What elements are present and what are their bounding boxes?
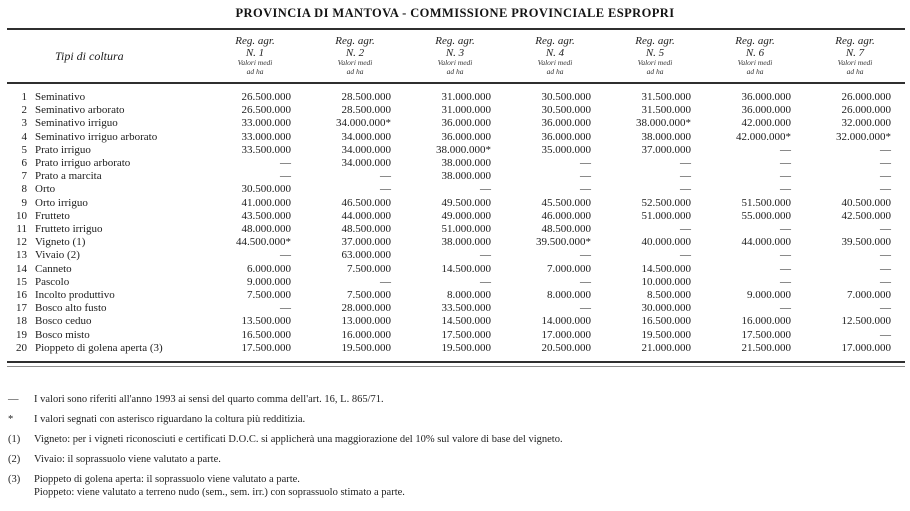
value-cell: — [280,249,291,262]
table-row [7,104,905,117]
footnote [8,473,910,499]
footnote [8,413,910,426]
value-cell: 17.500.000 [441,328,491,341]
value-cell: — [780,143,791,156]
row-number: 18 [16,315,27,328]
row-label: Frutteto irriguo [35,223,103,236]
value-cell: 9.000.000 [247,275,291,288]
region-label: Reg. agr. [335,35,375,47]
value-cell: 46.500.000 [341,196,391,209]
value-cell: 19.500.000 [441,341,491,354]
table-row [7,210,905,223]
row-label: Seminativo [35,91,86,103]
value-cell: — [880,170,891,183]
column-header-reg-agr-n4 [505,29,605,83]
row-number: 11 [16,223,27,236]
footnote-marker: (2) [8,454,21,466]
table-header-row [7,29,905,83]
values-subtitle: Valori medi [537,58,573,67]
table-row [7,117,905,130]
value-cell: 26.000.000 [841,104,891,117]
value-cell: 30.500.000 [541,104,591,117]
region-number: N. 7 [845,47,865,59]
row-number: 19 [16,328,27,341]
value-cell: 13.000.000 [341,315,391,328]
value-cell: 44.000.000 [341,209,391,222]
value-cell: 44.000.000 [741,236,791,249]
value-cell: 30.500.000 [541,91,591,103]
value-cell: 55.000.000 [741,209,791,222]
row-number: 17 [16,302,27,315]
value-cell: 16.000.000 [741,315,791,328]
value-cell: 45.500.000 [541,196,591,209]
value-cell: 38.000.000 [441,170,491,183]
value-cell: 28.500.000 [341,91,391,103]
value-cell: 26.000.000 [841,91,891,103]
row-label: Bosco ceduo [35,315,92,328]
value-cell: 48.500.000 [341,223,391,236]
value-cell: 37.000.000 [641,143,691,156]
values-subtitle: Valori medi [737,58,773,67]
value-cell: 34.000.000 [341,130,391,143]
value-cell: 17.000.000 [541,328,591,341]
values-subtitle: Valori medi [437,58,473,67]
row-number: 8 [21,183,27,196]
row-label: Prato a marcita [35,170,102,183]
table-row [7,315,905,328]
value-cell: — [480,275,491,288]
value-cell: — [780,275,791,288]
region-number: N. 6 [745,47,765,59]
value-cell: 44.500.000* [236,236,291,249]
table-row [7,131,905,144]
value-cell: — [880,249,891,262]
row-number: 5 [21,143,27,156]
table-row [7,289,905,302]
region-label: Reg. agr. [435,35,475,47]
value-cell: — [680,170,691,183]
values-subtitle: Valori medi [837,58,873,67]
footnote-marker: — [8,394,19,406]
row-number: 14 [16,262,27,275]
row-label: Vigneto (1) [35,236,86,249]
value-cell: — [580,157,591,170]
value-cell: 9.000.000 [747,289,791,302]
row-label: Prato irriguo [35,143,91,156]
value-cell: — [580,302,591,315]
table-row [7,83,905,104]
value-cell: 32.000.000 [841,117,891,130]
table-row [7,276,905,289]
value-cell: 17.000.000 [841,341,891,354]
value-cell: — [380,183,391,196]
region-number: N. 3 [445,47,465,59]
row-label: Canneto [35,262,72,275]
unit-subtitle: ad ha [446,66,464,76]
column-header-reg-agr-n7 [805,29,905,83]
value-cell: 21.500.000 [741,341,791,354]
value-cell: — [780,183,791,196]
value-cell: 30.000.000 [641,302,691,315]
row-number: 2 [21,104,27,117]
value-cell: 14.000.000 [541,315,591,328]
row-number: 20 [16,341,27,354]
page-title: PROVINCIA DI MANTOVA - COMMISSIONE PROVINCIALE ESPROPRI [235,6,675,20]
value-cell: 38.000.000* [636,117,691,130]
row-number: 6 [21,157,27,170]
row-label: Frutteto [35,209,70,222]
value-cell: — [480,183,491,196]
footnote-line: Pioppeto di golena aperta: il soprassuolo viene valutato a parte. [34,474,300,486]
footnote-text [34,413,910,426]
table-row [7,263,905,276]
value-cell: — [680,223,691,236]
value-cell: 26.500.000 [241,104,291,117]
value-cell: 31.000.000 [441,104,491,117]
value-cell: — [680,183,691,196]
value-cell: — [780,170,791,183]
value-cell: 31.500.000 [641,91,691,103]
value-cell: 42.500.000 [841,209,891,222]
unit-subtitle: ad ha [546,66,564,76]
table-row [7,170,905,183]
value-cell: 33.000.000 [241,130,291,143]
value-cell: 28.000.000 [341,302,391,315]
region-label: Reg. agr. [235,35,275,47]
value-cell: 30.500.000 [241,183,291,196]
value-cell: — [880,302,891,315]
table-row [7,302,905,315]
value-cell: 13.500.000 [241,315,291,328]
value-cell: 7.500.000 [247,289,291,302]
value-cell: — [680,157,691,170]
value-cell: — [880,262,891,275]
region-number: N. 4 [545,47,565,59]
column-header-reg-agr-n1 [205,29,305,83]
row-number: 10 [16,209,27,222]
row-number: 12 [16,236,27,249]
value-cell: 16.500.000 [241,328,291,341]
footnote-line: Pioppeto: viene valutato a terreno nudo (sem., sem. irr.) con soprassuolo stimato a parte. [34,487,405,499]
row-label: Pascolo [35,275,70,288]
value-cell: 51.000.000 [441,223,491,236]
value-cell: 36.000.000 [441,117,491,130]
value-cell: 31.500.000 [641,104,691,117]
value-cell: — [280,302,291,315]
table-row [7,249,905,262]
table-row [7,144,905,157]
value-cell: 6.000.000 [247,262,291,275]
value-cell: — [880,275,891,288]
value-cell: — [580,249,591,262]
value-cell: — [780,223,791,236]
unit-subtitle: ad ha [846,66,864,76]
row-number: 9 [21,196,27,209]
row-label: Incolto produttivo [35,289,115,302]
value-cell: — [780,302,791,315]
table-row [7,342,905,362]
row-label: Seminativo irriguo [35,117,118,130]
footnote-text [34,393,910,406]
value-cell: 42.000.000* [736,130,791,143]
footnote-line: I valori sono riferiti all'anno 1993 ai sensi del quarto comma dell'art. 16, L. 865/71. [34,394,384,406]
unit-subtitle: ad ha [746,66,764,76]
row-number: 4 [21,130,27,143]
value-cell: 36.000.000 [741,104,791,117]
row-label: Pioppeto di golena aperta (3) [35,341,163,354]
value-cell: 31.000.000 [441,91,491,103]
value-cell: — [480,249,491,262]
value-cell: — [680,249,691,262]
region-label: Reg. agr. [735,35,775,47]
row-label: Vivaio (2) [35,249,80,262]
value-cell: — [580,183,591,196]
table-row [7,157,905,170]
table-row [7,236,905,249]
row-number: 7 [21,170,27,183]
table-row [7,183,905,196]
value-cell: 8.000.000 [547,289,591,302]
row-label: Orto [35,183,56,196]
footnote [8,433,910,446]
column-header-reg-agr-n2 [305,29,405,83]
value-cell: 7.000.000 [547,262,591,275]
row-label: Prato irriguo arborato [35,157,131,170]
row-number: 13 [16,249,27,262]
footnote-text [34,453,910,466]
row-label: Seminativo arborato [35,104,125,117]
value-cell: 38.000.000* [436,143,491,156]
row-number: 3 [21,117,27,130]
column-header-reg-agr-n3 [405,29,505,83]
value-cell: 28.500.000 [341,104,391,117]
column-header-reg-agr-n5 [605,29,705,83]
unit-subtitle: ad ha [246,66,264,76]
value-cell: 46.000.000 [541,209,591,222]
value-cell: 34.000.000* [336,117,391,130]
value-cell: 32.000.000* [836,130,891,143]
value-cell: 8.500.000 [647,289,691,302]
value-cell: 43.500.000 [241,209,291,222]
value-cell: 37.000.000 [341,236,391,249]
value-cell: — [580,170,591,183]
value-cell: — [880,328,891,341]
table-row [7,197,905,210]
value-cell: 51.500.000 [741,196,791,209]
value-cell: — [880,223,891,236]
row-number: 16 [16,289,27,302]
row-number-header [7,29,27,83]
row-label: Bosco alto fusto [35,302,107,315]
value-cell: 48.500.000 [541,223,591,236]
value-cell: 8.000.000 [447,289,491,302]
unit-subtitle: ad ha [646,66,664,76]
footnote-marker: (3) [8,474,21,486]
value-cell: — [280,170,291,183]
value-cell: 34.000.000 [341,157,391,170]
footnote [8,393,910,406]
footnote-marker: * [8,414,14,426]
value-cell: 49.500.000 [441,196,491,209]
row-label: Orto irriguo [35,196,88,209]
espropri-values-table [7,28,905,363]
value-cell: 40.500.000 [841,196,891,209]
value-cell: 7.500.000 [347,262,391,275]
value-cell: — [580,275,591,288]
value-cell: — [380,275,391,288]
value-cell: 38.000.000 [441,236,491,249]
region-number: N. 2 [345,47,365,59]
values-subtitle: Valori medi [237,58,273,67]
values-subtitle: Valori medi [337,58,373,67]
value-cell: — [780,157,791,170]
value-cell: 7.500.000 [347,289,391,302]
footnote [8,453,910,466]
table-body [7,83,905,362]
value-cell: 12.500.000 [841,315,891,328]
row-number: 15 [16,275,27,288]
table-row [7,223,905,236]
value-cell: 63.000.000 [341,249,391,262]
column-header-tipi-di-coltura: Tipi di coltura [55,48,124,63]
value-cell: 21.000.000 [641,341,691,354]
value-cell: — [780,249,791,262]
value-cell: 36.000.000 [541,130,591,143]
values-subtitle: Valori medi [637,58,673,67]
value-cell: 10.000.000 [641,275,691,288]
value-cell: — [380,170,391,183]
table-bottom-double-rule [7,364,905,367]
value-cell: 20.500.000 [541,341,591,354]
value-cell: 38.000.000 [641,130,691,143]
row-label: Bosco misto [35,328,90,341]
footnote-line: Vigneto: per i vigneti riconosciuti e certificati D.O.C. si applicherà una maggiorazione del 10% sul valore di base del vigneto. [34,434,563,446]
value-cell: 19.500.000 [641,328,691,341]
value-cell: 7.000.000 [847,289,891,302]
value-cell: 52.500.000 [641,196,691,209]
row-label: Seminativo irriguo arborato [35,130,158,143]
value-cell: 33.500.000 [241,143,291,156]
footnote-marker: (1) [8,434,21,446]
value-cell: 36.000.000 [541,117,591,130]
value-cell: 51.000.000 [641,209,691,222]
value-cell: — [880,157,891,170]
value-cell: — [780,262,791,275]
footnotes-section [8,393,910,499]
region-number: N. 5 [645,47,665,59]
region-number: N. 1 [245,47,265,59]
region-label: Reg. agr. [535,35,575,47]
footnote-text [34,433,910,446]
unit-subtitle: ad ha [346,66,364,76]
value-cell: 36.000.000 [441,130,491,143]
value-cell: 33.500.000 [441,302,491,315]
table-row [7,329,905,342]
value-cell: 14.500.000 [441,262,491,275]
value-cell: 19.500.000 [341,341,391,354]
value-cell: 33.000.000 [241,117,291,130]
value-cell: 41.000.000 [241,196,291,209]
value-cell: 17.500.000 [741,328,791,341]
footnote-text [34,473,910,499]
value-cell: 26.500.000 [241,91,291,103]
value-cell: 42.000.000 [741,117,791,130]
region-label: Reg. agr. [835,35,875,47]
value-cell: 38.000.000 [441,157,491,170]
value-cell: 16.500.000 [641,315,691,328]
value-cell: 39.500.000 [841,236,891,249]
value-cell: 17.500.000 [241,341,291,354]
value-cell: — [880,143,891,156]
footnote-line: Vivaio: il soprassuolo viene valutato a parte. [34,454,221,466]
value-cell: 36.000.000 [741,91,791,103]
value-cell: 39.500.000* [536,236,591,249]
region-label: Reg. agr. [635,35,675,47]
row-number: 1 [21,91,27,103]
value-cell: 16.000.000 [341,328,391,341]
value-cell: 14.500.000 [641,262,691,275]
footnote-line: I valori segnati con asterisco riguardano la coltura più redditizia. [34,414,306,426]
value-cell: — [880,183,891,196]
table-header [7,29,905,83]
value-cell: 35.000.000 [541,143,591,156]
value-cell: 40.000.000 [641,236,691,249]
value-cell: — [280,157,291,170]
column-header-reg-agr-n6 [705,29,805,83]
value-cell: 34.000.000 [341,143,391,156]
value-cell: 48.000.000 [241,223,291,236]
value-cell: 14.500.000 [441,315,491,328]
value-cell: 49.000.000 [441,209,491,222]
